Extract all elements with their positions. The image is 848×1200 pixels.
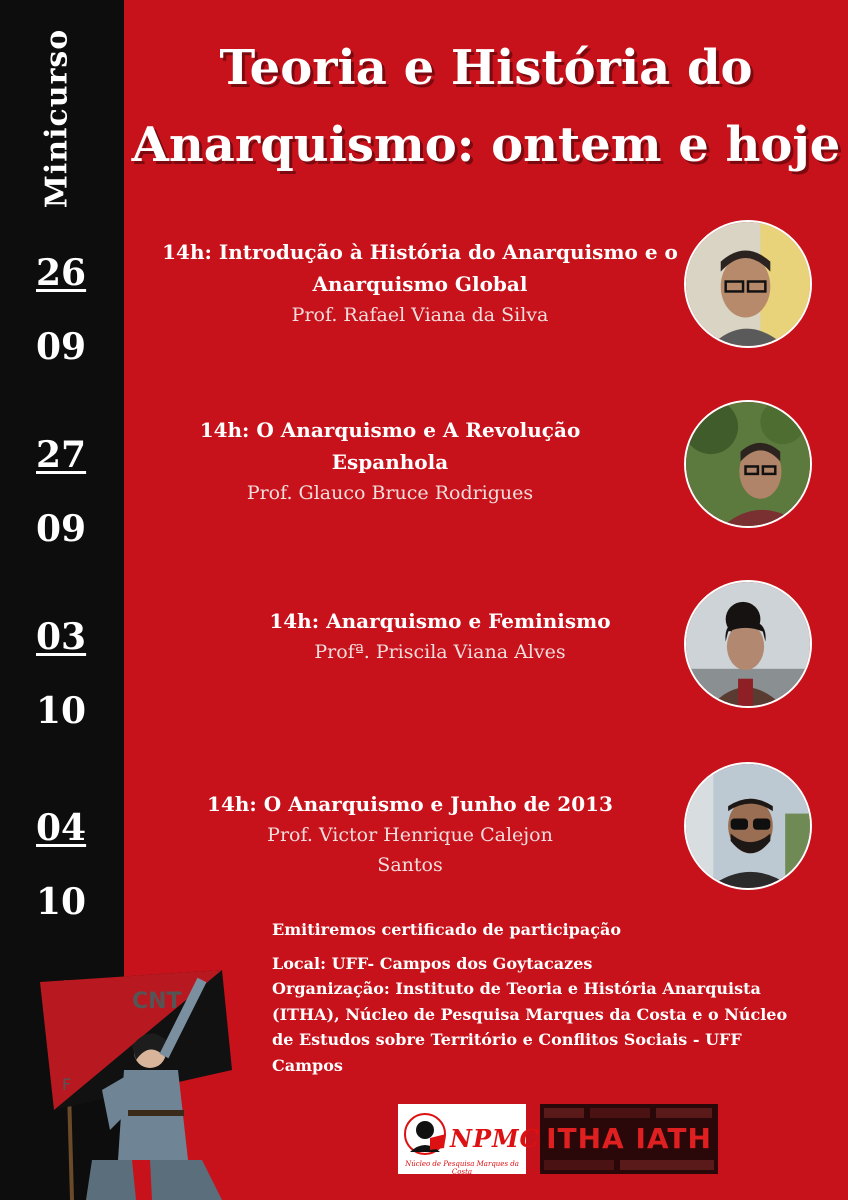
npmc-emblem-icon xyxy=(400,1108,450,1164)
page-title xyxy=(130,30,842,184)
session-title: 14h: O Anarquismo e A Revolução xyxy=(199,418,581,442)
flag-letter: F xyxy=(62,1075,72,1094)
session-title: 14h: Introdução à História do Anarquismo e o xyxy=(162,240,678,264)
flag-text: CNT xyxy=(132,989,182,1014)
portrait-icon xyxy=(686,764,810,888)
date-month: 10 xyxy=(36,881,87,923)
date-day: 27 xyxy=(36,434,87,476)
date-day: 03 xyxy=(36,616,87,658)
event-info xyxy=(272,917,832,1079)
professor-photo-1 xyxy=(684,220,812,348)
date-2 xyxy=(36,434,106,550)
session-2 xyxy=(140,414,640,508)
organization-line: Organização: Instituto de Teoria e História Anarquista xyxy=(272,979,761,999)
session-title: Anarquismo Global xyxy=(312,272,528,296)
itha-logo xyxy=(540,1104,718,1174)
session-professor: Prof. Glauco Bruce Rodrigues xyxy=(246,482,534,504)
session-4 xyxy=(140,788,680,881)
date-day: 26 xyxy=(36,252,87,294)
professor-photo-4 xyxy=(684,762,812,890)
session-3 xyxy=(140,605,740,667)
title-line: Teoria e História do xyxy=(219,40,753,96)
flag-bearer-icon xyxy=(32,960,262,1200)
npmc-wordmark: NPMC xyxy=(450,1124,540,1153)
organization-line: Campos xyxy=(272,1055,343,1075)
date-4 xyxy=(36,807,106,923)
portrait-icon xyxy=(686,582,810,706)
session-title: Espanhola xyxy=(331,450,449,474)
session-1 xyxy=(140,236,700,330)
session-professor: Profª. Priscila Viana Alves xyxy=(314,641,566,663)
session-title: 14h: O Anarquismo e Junho de 2013 xyxy=(207,792,613,816)
session-professor: Santos xyxy=(377,854,443,877)
npmc-logo xyxy=(398,1104,540,1176)
professor-photo-3 xyxy=(684,580,812,708)
session-professor: Prof. Rafael Viana da Silva xyxy=(291,304,549,326)
npmc-subtitle: Núcleo de Pesquisa Marques da Costa xyxy=(405,1160,519,1176)
itha-wordmark: ITHA IATH xyxy=(546,1122,712,1155)
certificate-note: Emitiremos certificado de participação xyxy=(272,920,621,939)
date-month: 09 xyxy=(36,326,87,368)
course-type-label: Minicurso xyxy=(39,28,75,208)
date-month: 10 xyxy=(36,690,87,732)
date-day: 04 xyxy=(36,807,87,849)
organization-line: (ITHA), Núcleo de Pesquisa Marques da Costa e o Núcleo xyxy=(272,1004,788,1024)
date-month: 09 xyxy=(36,508,87,550)
anarchist-flag-illustration xyxy=(32,960,262,1200)
portrait-icon xyxy=(686,402,810,526)
location: Local: UFF- Campos dos Goytacazes xyxy=(272,953,593,973)
session-title: 14h: Anarquismo e Feminismo xyxy=(269,609,611,633)
title-line: Anarquismo: ontem e hoje xyxy=(131,116,841,173)
session-professor: Prof. Victor Henrique Calejon xyxy=(267,824,553,846)
date-3 xyxy=(36,616,106,732)
professor-photo-2 xyxy=(684,400,812,528)
organization-line: de Estudos sobre Território e Conflitos Sociais - UFF xyxy=(272,1030,742,1050)
date-1 xyxy=(36,252,106,368)
portrait-icon xyxy=(686,222,810,346)
